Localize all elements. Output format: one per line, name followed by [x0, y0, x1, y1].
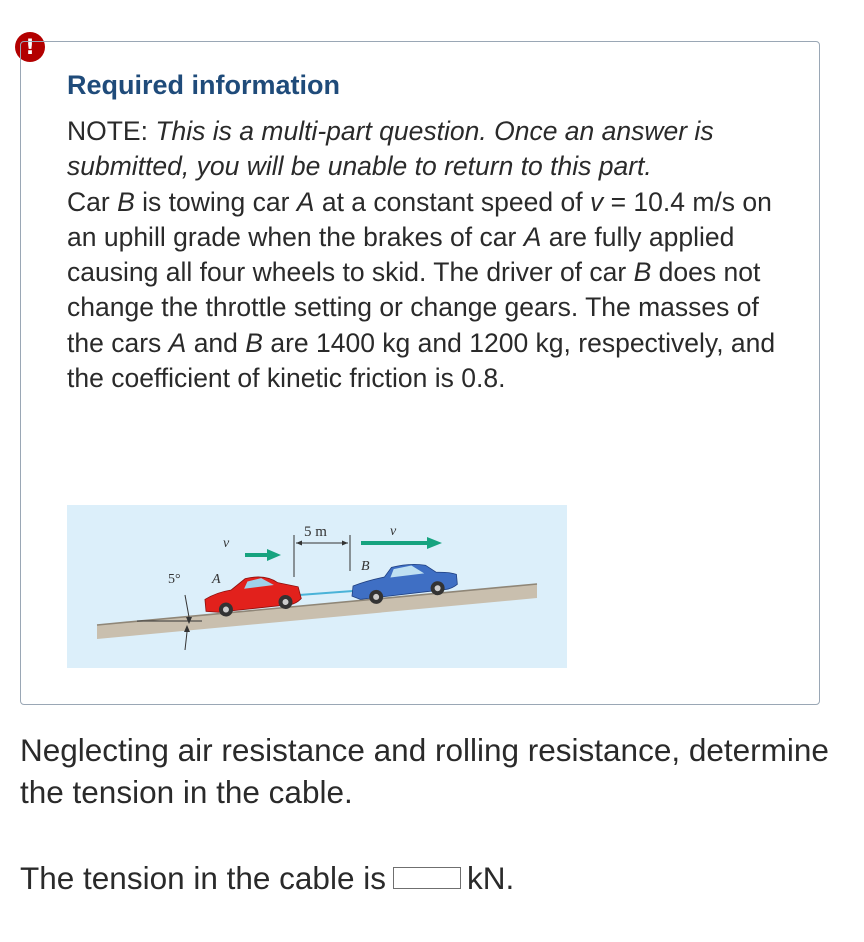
required-information-heading: Required information: [67, 70, 341, 100]
car-b-label: B: [361, 559, 370, 574]
problem-statement: [67, 114, 777, 396]
velocity-arrow-b-head: [427, 537, 442, 549]
towing-cars-figure: [67, 505, 567, 668]
problem-text: and: [186, 327, 246, 358]
var-a: A: [168, 327, 187, 358]
dimension-arrow-left: [296, 541, 302, 546]
problem-text: are fully applied causing all four wheels to skid. The driver of car: [67, 221, 735, 288]
problem-text: does not change the throttle setting or change gears. The masses of the cars: [67, 257, 761, 358]
dimension-arrow-right: [342, 541, 348, 546]
note-label: NOTE:: [67, 116, 148, 146]
answer-row: [20, 856, 514, 900]
note-text: This is a multi-part question. Once an answer is submitted, you will be unable to return to this part.: [67, 116, 714, 182]
velocity-arrow-a-head: [267, 549, 281, 561]
var-b: B: [633, 257, 652, 288]
velocity-label-a: v: [223, 536, 230, 551]
alert-exclamation-icon: !: [15, 32, 45, 62]
car-a-label: A: [212, 572, 221, 587]
angle-marker-top: [185, 595, 189, 617]
road-slope: [97, 584, 537, 639]
problem-text: are 1400 kg and 1200 kg, respectively, and the coefficient of kinetic friction is 0.8.: [67, 327, 776, 394]
problem-text: is towing car: [134, 186, 297, 217]
var-b: B: [245, 327, 263, 358]
road-surface-line: [97, 584, 537, 625]
problem-text: = 10.4 m/s on an uphill grade when the brakes of car: [67, 186, 772, 252]
problem-paragraph: [67, 185, 777, 397]
question-text: Neglecting air resistance and rolling resistance, determine the tension in the cable.: [20, 732, 829, 810]
tow-cable: [299, 591, 353, 595]
problem-text: at a constant speed of: [314, 186, 590, 217]
angle-marker-bottom: [185, 632, 187, 650]
figure-illustration: [67, 505, 567, 668]
var-a: A: [296, 186, 315, 217]
angle-label: 5°: [168, 572, 181, 587]
var-a: A: [523, 221, 542, 252]
var-v: v: [589, 186, 604, 217]
answer-unit: kN.: [466, 860, 515, 896]
answer-prefix: The tension in the cable is: [20, 860, 386, 896]
note-paragraph: [67, 114, 777, 185]
tension-answer-input[interactable]: [393, 867, 461, 889]
velocity-label-b: v: [390, 524, 397, 539]
gap-label: 5 m: [304, 524, 327, 540]
var-b: B: [117, 186, 135, 217]
problem-text: Car: [67, 186, 118, 217]
